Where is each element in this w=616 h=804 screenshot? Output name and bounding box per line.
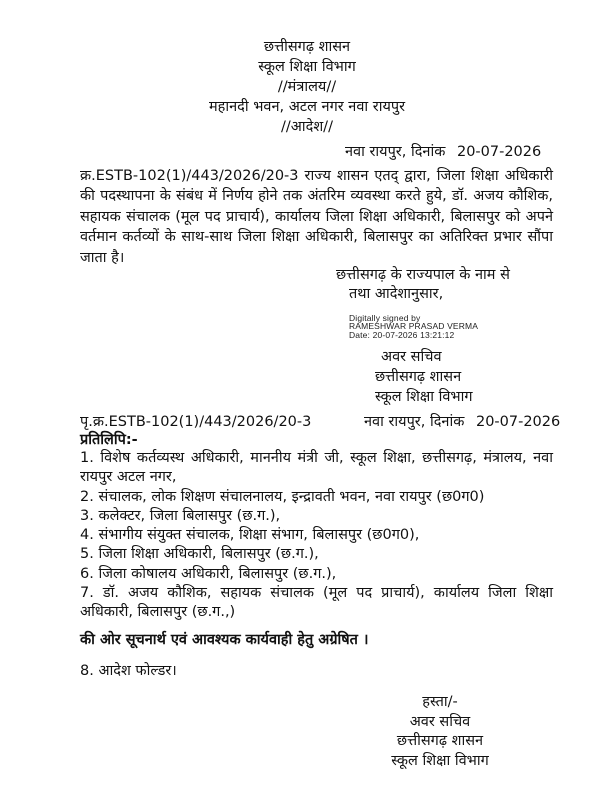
list-item: 7. डॉ. अजय कौशिक, सहायक संचालक (मूल पद प्राचार्य), कार्यालय जिला शिक्षा अधिकारी, बिलासपुर (छ.ग.,) (80, 585, 553, 621)
authority-line-1: छत्तीसगढ़ के राज्यपाल के नाम से (336, 267, 510, 283)
digital-signature-signer: RAMESHWAR PRASAD VERMA (349, 321, 479, 332)
order-place: नवा रायपुर, दिनांक (345, 144, 446, 160)
authority-line-2: तथा आदेशानुसार, (349, 286, 444, 302)
forwarding-note: की ओर सूचनार्थ एवं आवश्यक कार्यवाही हेतु अग्रेषित । (80, 632, 369, 648)
signed-mark: हस्ता/- (422, 694, 458, 710)
order-date: 20-07-2026 (456, 144, 542, 160)
document-type: //आदेश// (281, 119, 333, 135)
government-name: छत्तीसगढ़ शासन (263, 39, 351, 55)
signatory-block (375, 347, 605, 407)
order-reference-number: क्र.ESTB-102(1)/443/2026/20-3 (80, 168, 299, 184)
copy-to-heading: प्रतिलिपि:- (80, 432, 138, 448)
office-address: महानदी भवन, अटल नगर नवा रायपुर (208, 99, 406, 115)
order-body (80, 166, 553, 268)
digital-signature (349, 314, 599, 339)
order-text: राज्य शासन एतद् द्वारा, जिला शिक्षा अधिकारी की पदस्थापना के संबंध में निर्णय होने तक अंतरिम व्यवस्था करते हुये, डॉ. अजय कौशिक, सहायक संचालक (मूल पद प्राचार्य), कार्यालय जिला शिक्षा अधिकारी, बिलासपुर को अपने वर्तमान कर्तव्यों के साथ-साथ जिला शिक्षा अधिकारी, बिलासपुर का अतिरिक्त प्रभार सौंपा जाता है। (80, 168, 554, 266)
authority-statement (336, 266, 604, 304)
department-name: स्कूल शिक्षा विभाग (258, 59, 356, 75)
list-item: 2. संचालक, लोक शिक्षण संचालनालय, इन्द्रावती भवन, नवा रायपुर (छ0ग0) (80, 488, 485, 505)
endorsement-date: 20-07-2026 (475, 414, 561, 430)
endorsement-place: नवा रायपुर, दिनांक (364, 414, 465, 430)
list-item: 4. संभागीय संयुक्त संचालक, शिक्षा संभाग, बिलासपुर (छ0ग0), (80, 527, 420, 544)
endorsement-signatory-government: छत्तीसगढ़ शासन (396, 733, 484, 750)
order-place-date (345, 142, 600, 162)
endorsement-reference-number: पृ.क्र.ESTB-102(1)/443/2026/20-3 (80, 414, 312, 430)
endorsement-signatory-department: स्कूल शिक्षा विभाग (391, 753, 489, 770)
signatory-department: स्कूल शिक्षा विभाग (375, 389, 473, 405)
signatory-designation: अवर सचिव (381, 349, 442, 365)
order-folder-item: 8. आदेश फोल्डर। (80, 663, 177, 679)
list-item: 3. कलेक्टर, जिला बिलासपुर (छ.ग.), (80, 507, 281, 524)
list-item: 6. जिला कोषालय अधिकारी, बिलासपुर (छ.ग.), (80, 565, 337, 582)
list-item: 1. विशेष कर्तव्यस्थ अधिकारी, माननीय मंत्री जी, स्कूल शिक्षा, छत्तीसगढ़, मंत्रालय, नवा रायपुर अटल नगर, (80, 450, 553, 486)
digital-signature-date: Date: 20-07-2026 13:21:12 (349, 329, 455, 340)
endorsement-place-date (364, 412, 604, 432)
endorsement-signatory-designation: अवर सचिव (409, 713, 471, 730)
digital-signature-label: Digitally signed by (349, 313, 421, 323)
signatory-government: छत्तीसगढ़ शासन (375, 369, 462, 385)
endorsement-signatory-block (365, 693, 515, 772)
letterhead (0, 37, 614, 137)
office-name: //मंत्रालय// (277, 79, 337, 95)
recipient-list (80, 449, 553, 623)
list-item: 5. जिला शिक्षा अधिकारी, बिलासपुर (छ.ग.), (80, 546, 319, 563)
